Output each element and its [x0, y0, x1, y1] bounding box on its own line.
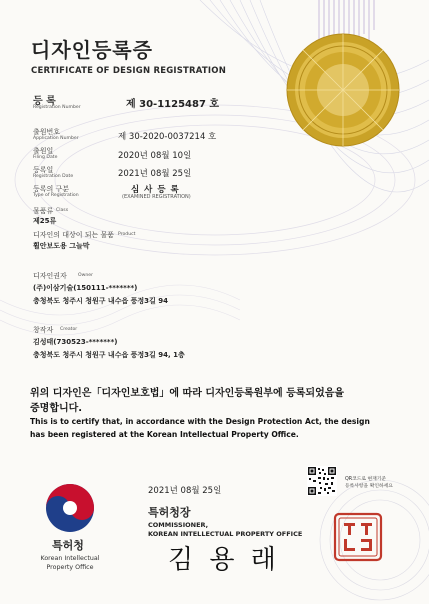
- owner-label-english: Owner: [78, 273, 93, 278]
- filing-date: 2020년 08월 10일: [118, 151, 192, 161]
- creator-label: 창작자: [33, 326, 54, 334]
- application-number: 제 30-2020-0037214 호: [118, 132, 217, 142]
- creator-label-english: Creator: [60, 327, 78, 332]
- registration-date-label-english: Registration Date: [33, 174, 74, 179]
- commissioner-title: 특허청장: [148, 506, 191, 519]
- issue-date: 2021년 08월 25일: [148, 486, 222, 496]
- qr-note-line1: QR코드로 현재기준: [345, 477, 387, 482]
- class-label: 물품류: [33, 207, 54, 215]
- creator-address: 충청북도 청주시 청원구 내수읍 풍정3길 94, 1층: [33, 351, 185, 359]
- class-value: 제25류: [33, 217, 57, 225]
- product-value: 휠안보도용 그늘막: [33, 242, 90, 250]
- certification-statement-english-line1: This is to certify that, in accordance with the Design Protection Act, the design: [30, 417, 370, 426]
- registration-label-english: Registration Number: [33, 105, 81, 110]
- application-label-english: Application Number: [33, 136, 79, 141]
- filing-date-label-english: Filing Date: [33, 155, 58, 160]
- commissioner-signature: 김 용 래: [168, 545, 280, 575]
- application-label: 출원번호: [33, 128, 61, 136]
- owner-name: (주)이삼기술(150111-*******): [33, 284, 138, 292]
- registration-number: 제 30-1125487 호: [126, 99, 220, 110]
- certificate-title: 디자인등록증: [31, 38, 153, 62]
- class-label-english: Class: [56, 208, 69, 213]
- commissioner-line2: KOREAN INTELLECTUAL PROPERTY OFFICE: [148, 530, 303, 538]
- certification-statement-korean-line2: 증명합니다.: [30, 403, 83, 414]
- office-name-english-line2: Property Office: [46, 564, 94, 571]
- registration-type-english: (EXAMINED REGISTRATION): [122, 194, 191, 200]
- qr-note-line2: 등록사항을 확인하세요: [345, 484, 393, 489]
- office-name-english-line1: Korean Intellectual: [40, 555, 100, 562]
- creator-name: 김성태(730523-*******): [33, 338, 118, 346]
- certification-statement-english-line2: has been registered at the Korean Intellectual Property Office.: [30, 430, 299, 439]
- product-label: 디자인의 대상이 되는 물품: [33, 231, 115, 239]
- office-name-korean: 특허청: [52, 539, 84, 552]
- certificate-title-english: CERTIFICATE OF DESIGN REGISTRATION: [31, 66, 227, 76]
- gold-seal-icon: [287, 34, 399, 146]
- commissioner-line1: COMMISSIONER,: [148, 521, 209, 529]
- registration-type-label-english: Type of Registration: [33, 193, 79, 198]
- kipo-logo-icon: [46, 484, 94, 532]
- owner-address: 충청북도 청주시 청원구 내수읍 풍정3길 94: [33, 297, 168, 305]
- filing-date-label: 출원일: [33, 147, 54, 155]
- product-label-english: Product: [118, 232, 136, 237]
- qr-code-icon[interactable]: [307, 466, 337, 496]
- certification-statement-korean-line1: 위의 디자인은「디자인보호법」에 따라 디자인등록원부에 등록되었음을: [30, 388, 345, 399]
- registration-date-label: 등록일: [33, 166, 54, 174]
- registration-type: 심 사 등 록: [131, 185, 180, 195]
- registration-date: 2021년 08월 25일: [118, 169, 192, 179]
- registration-label: 등 록: [33, 96, 56, 107]
- registration-type-label: 등록의 구분: [33, 185, 70, 193]
- owner-label: 디자인권자: [33, 272, 67, 280]
